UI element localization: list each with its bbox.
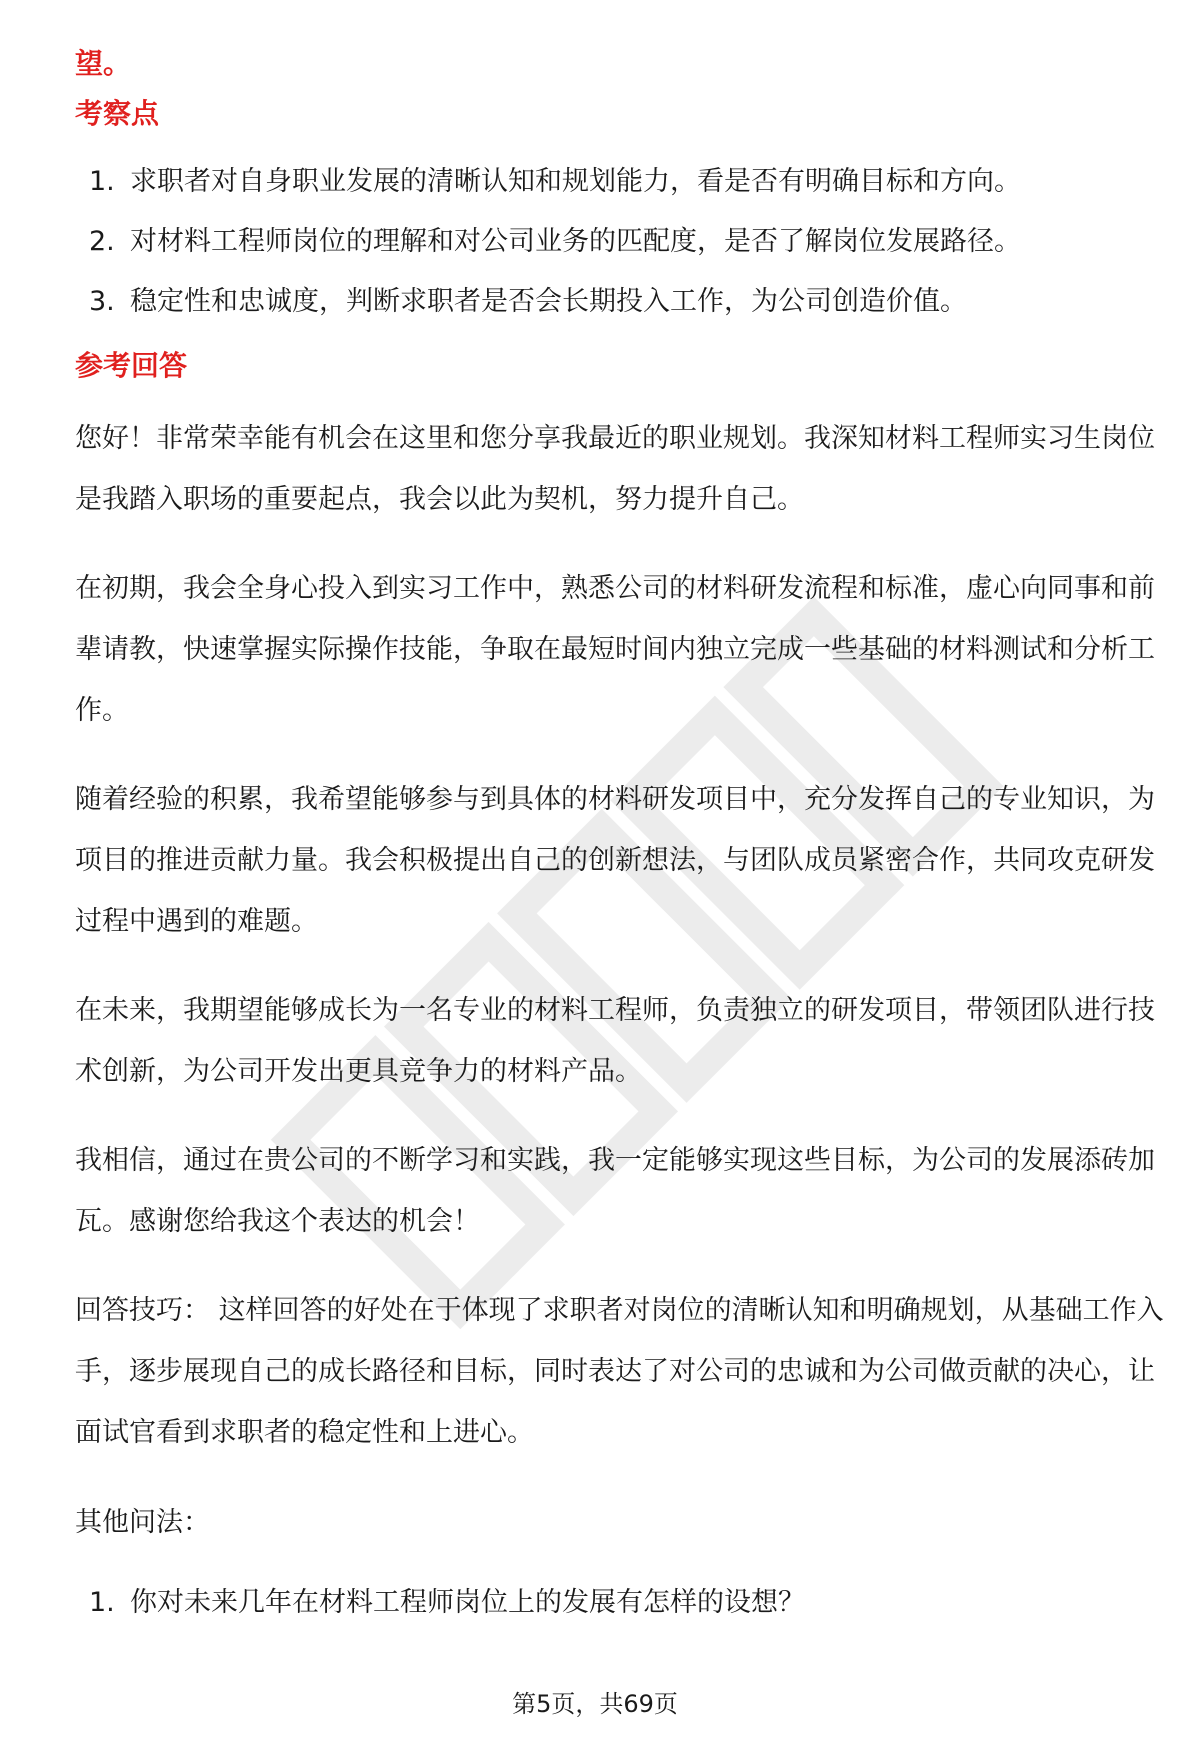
answer-paragraph: 在初期，我会全身心投入到实习工作中，熟悉公司的材料研发流程和标准，虚心向同事和前辈请教，快速掌握实际操作技能，争取在最短时间内独立完成一些基础的材料测试和分析工作。 — [75, 573, 1155, 726]
other-questions-label: 其他问法： — [75, 1507, 210, 1538]
page-footer: 第5页，共69页 — [512, 1690, 678, 1718]
answer-paragraph: 您好！非常荣幸能有机会在这里和您分享我最近的职业规划。我深知材料工程师实习生岗位是我踏入职场的重要起点，我会以此为契机，努力提升自己。 — [75, 423, 1155, 515]
list-item — [75, 162, 1165, 202]
other-questions-list — [75, 1583, 1165, 1623]
answer-paragraph: 我相信，通过在贵公司的不断学习和实践，我一定能够实现这些目标，为公司的发展添砖加瓦。感谢您给我这个表达的机会！ — [75, 1145, 1155, 1237]
answer-tips-paragraph: 回答技巧： 这样回答的好处在于体现了求职者对岗位的清晰认知和明确规划，从基础工作入手，逐步展现自己的成长路径和目标，同时表达了对公司的忠诚和为公司做贡献的决心，让面试官看到求职者的稳定性和上进心。 — [75, 1295, 1164, 1448]
list-number: 1. — [89, 1587, 115, 1618]
list-text: 求职者对自身职业发展的清晰认知和规划能力，看是否有明确目标和方向。 — [130, 166, 1021, 197]
list-number: 3. — [89, 286, 115, 317]
answer-paragraph: 随着经验的积累，我希望能够参与到具体的材料研发项目中，充分发挥自己的专业知识，为项目的推进贡献力量。我会积极提出自己的创新想法，与团队成员紧密合作，共同攻克研发过程中遇到的难题。 — [75, 784, 1155, 937]
document-content — [75, 44, 1165, 1623]
list-item — [75, 282, 1165, 322]
list-text: 你对未来几年在材料工程师岗位上的发展有怎样的设想？ — [130, 1587, 805, 1618]
list-number: 1. — [89, 166, 115, 197]
consider-heading: 考察点 — [75, 97, 160, 130]
consider-list — [75, 162, 1165, 322]
list-item — [75, 222, 1165, 262]
list-text: 对材料工程师岗位的理解和对公司业务的匹配度，是否了解岗位发展路径。 — [130, 226, 1021, 257]
intro-tail: 望。 — [75, 47, 132, 80]
list-item — [75, 1583, 1165, 1623]
answer-paragraph: 在未来，我期望能够成长为一名专业的材料工程师，负责独立的研发项目，带领团队进行技术创新，为公司开发出更具竞争力的材料产品。 — [75, 995, 1155, 1087]
list-number: 2. — [89, 226, 115, 257]
answer-heading: 参考回答 — [75, 349, 188, 382]
list-text: 稳定性和忠诚度，判断求职者是否会长期投入工作，为公司创造价值。 — [130, 286, 967, 317]
